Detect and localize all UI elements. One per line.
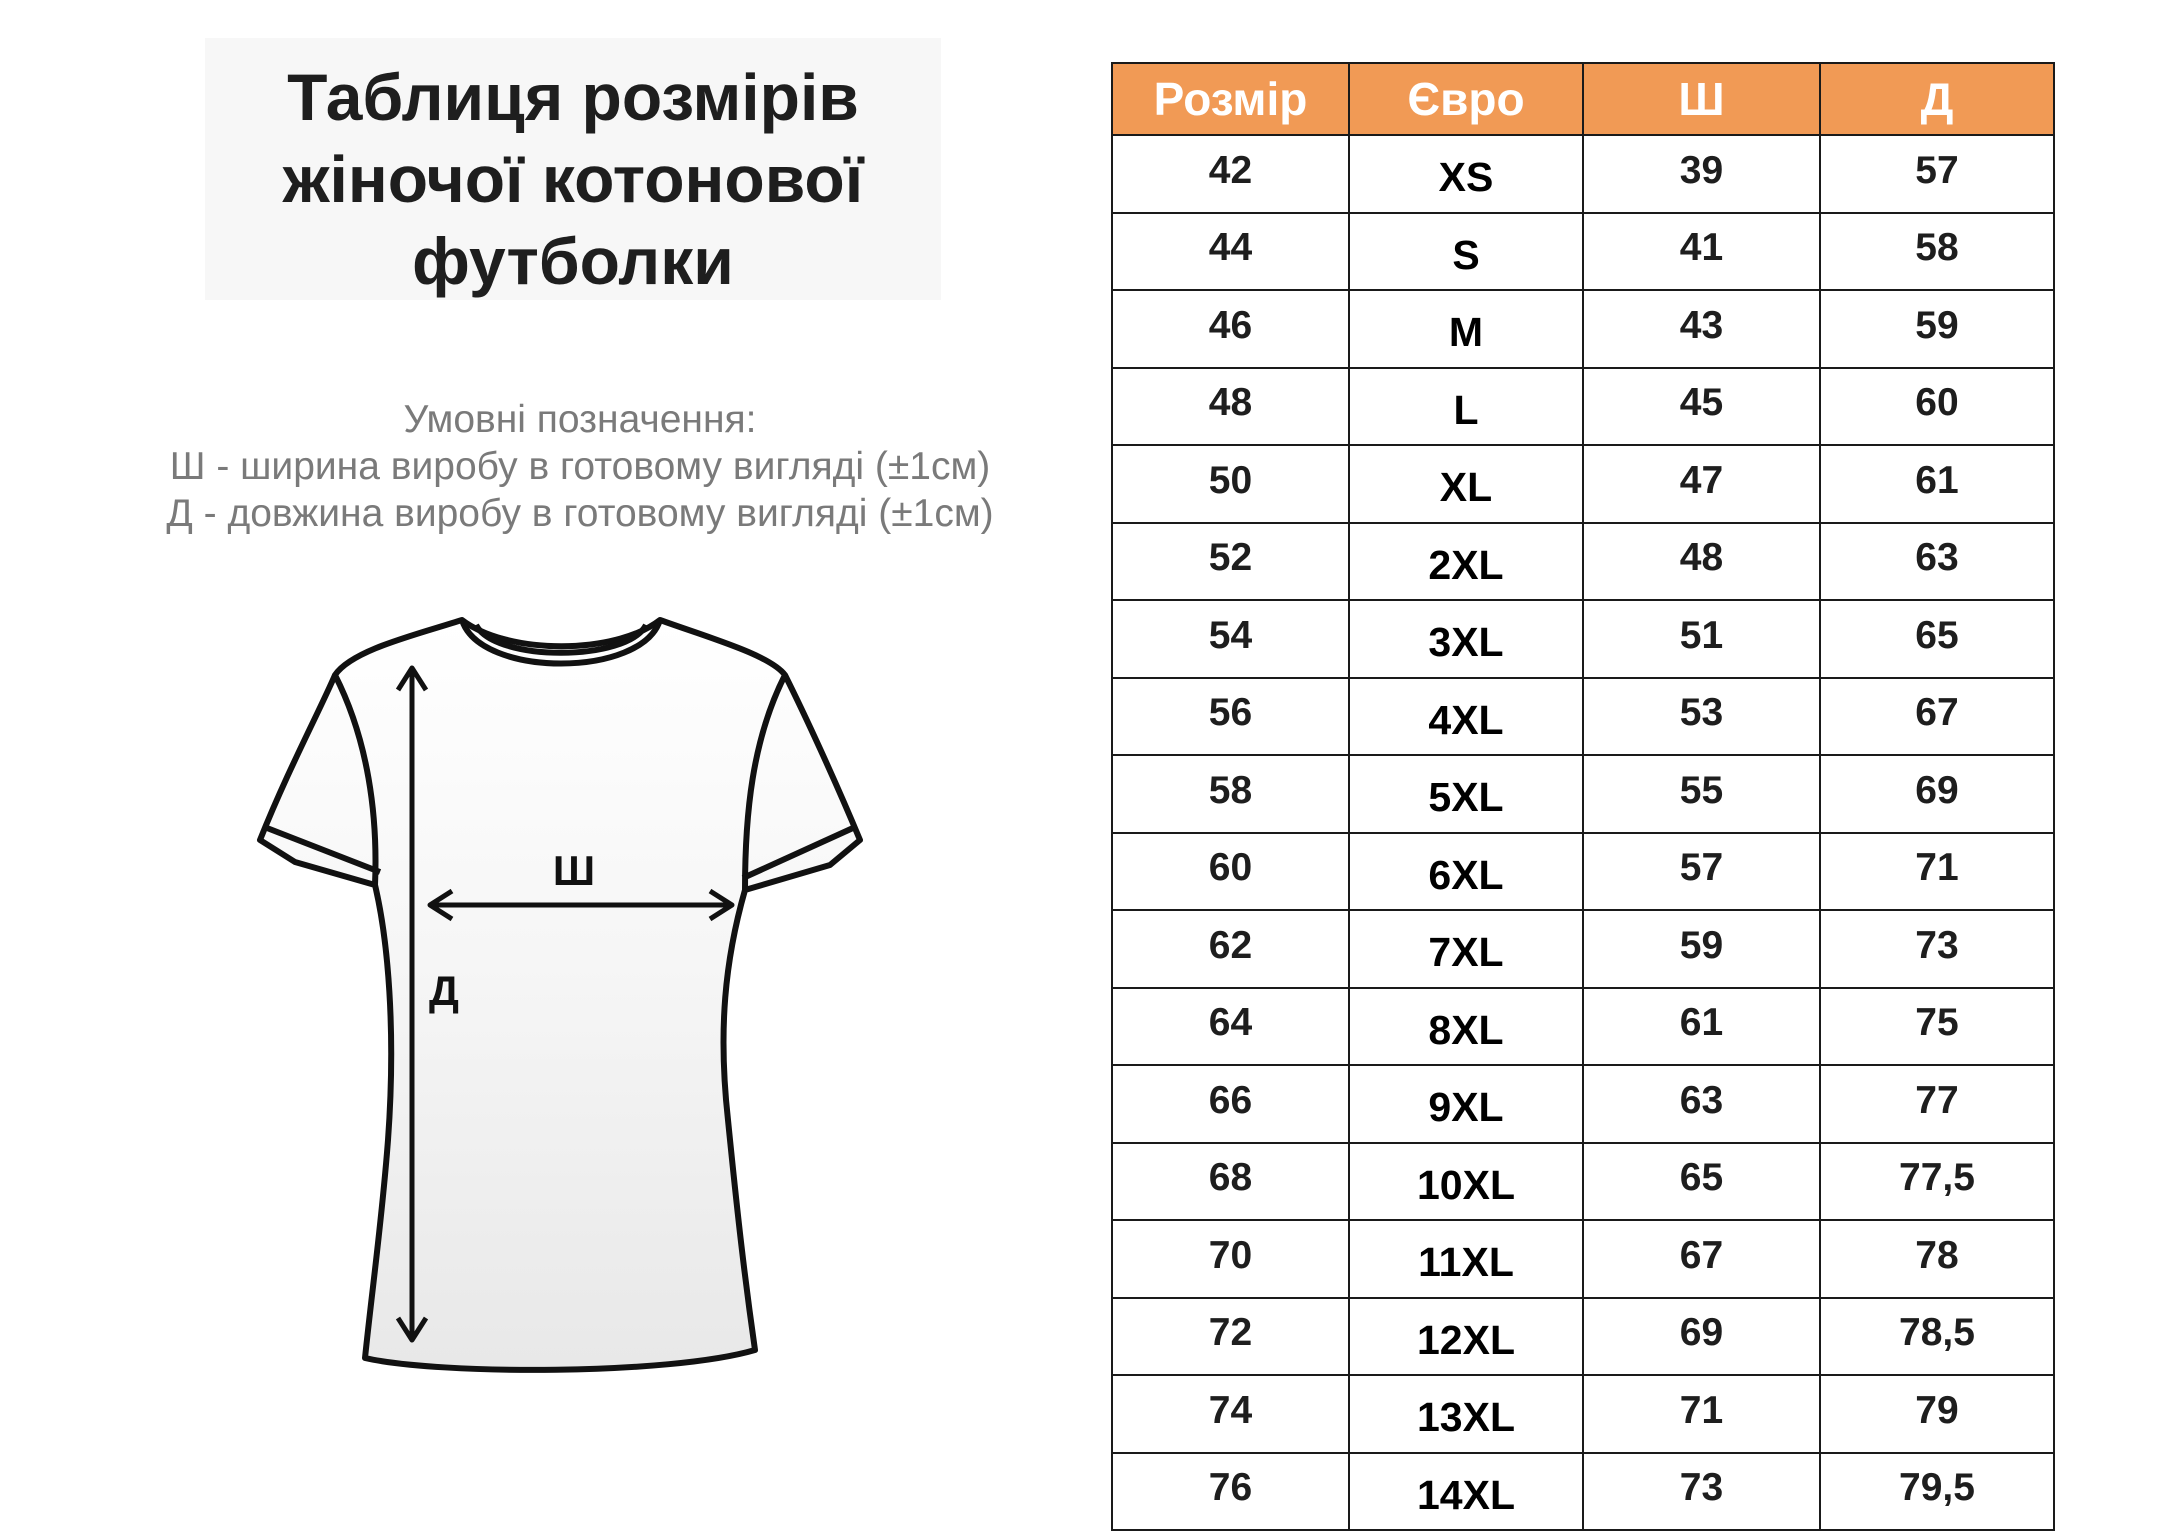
cell-size: 50 bbox=[1112, 445, 1349, 523]
cell-length: 65 bbox=[1820, 600, 2054, 678]
cell-length: 79 bbox=[1820, 1375, 2054, 1453]
title-line-2: жіночої котонової bbox=[282, 142, 864, 216]
cell-length: 63 bbox=[1820, 523, 2054, 601]
header-width: Ш bbox=[1583, 63, 1820, 135]
cell-length: 67 bbox=[1820, 678, 2054, 756]
cell-width: 71 bbox=[1583, 1375, 1820, 1453]
cell-width: 69 bbox=[1583, 1298, 1820, 1376]
cell-width: 61 bbox=[1583, 988, 1820, 1066]
cell-width: 41 bbox=[1583, 213, 1820, 291]
cell-size: 68 bbox=[1112, 1143, 1349, 1221]
width-label: Ш bbox=[552, 847, 596, 894]
cell-length: 58 bbox=[1820, 213, 2054, 291]
table-row bbox=[1112, 1298, 2054, 1376]
cell-width: 59 bbox=[1583, 910, 1820, 988]
cell-size: 44 bbox=[1112, 213, 1349, 291]
cell-euro: S bbox=[1349, 213, 1583, 291]
cell-width: 47 bbox=[1583, 445, 1820, 523]
cell-euro: 2XL bbox=[1349, 523, 1583, 601]
table-body bbox=[1112, 135, 2054, 1530]
title-line-1: Таблиця розмірів bbox=[287, 60, 859, 134]
cell-euro: 11XL bbox=[1349, 1220, 1583, 1298]
cell-width: 39 bbox=[1583, 135, 1820, 213]
table-row bbox=[1112, 1220, 2054, 1298]
legend-width-note: Ш - ширина виробу в готовому вигляді (±1см) bbox=[169, 445, 991, 488]
cell-size: 54 bbox=[1112, 600, 1349, 678]
cell-width: 53 bbox=[1583, 678, 1820, 756]
cell-length: 61 bbox=[1820, 445, 2054, 523]
table-row bbox=[1112, 290, 2054, 368]
cell-euro: XL bbox=[1349, 445, 1583, 523]
cell-size: 76 bbox=[1112, 1453, 1349, 1531]
cell-euro: M bbox=[1349, 290, 1583, 368]
header-length: Д bbox=[1820, 63, 2054, 135]
cell-euro: 9XL bbox=[1349, 1065, 1583, 1143]
cell-width: 55 bbox=[1583, 755, 1820, 833]
cell-size: 66 bbox=[1112, 1065, 1349, 1143]
size-table bbox=[1111, 62, 2055, 1531]
table-row bbox=[1112, 523, 2054, 601]
cell-length: 78,5 bbox=[1820, 1298, 2054, 1376]
table-row bbox=[1112, 833, 2054, 911]
cell-euro: 14XL bbox=[1349, 1453, 1583, 1531]
cell-length: 75 bbox=[1820, 988, 2054, 1066]
tshirt-diagram bbox=[240, 600, 880, 1380]
cell-euro: 3XL bbox=[1349, 600, 1583, 678]
cell-length: 77 bbox=[1820, 1065, 2054, 1143]
cell-length: 78 bbox=[1820, 1220, 2054, 1298]
cell-euro: 4XL bbox=[1349, 678, 1583, 756]
cell-euro: 6XL bbox=[1349, 833, 1583, 911]
cell-euro: L bbox=[1349, 368, 1583, 446]
cell-size: 46 bbox=[1112, 290, 1349, 368]
cell-width: 67 bbox=[1583, 1220, 1820, 1298]
length-label: Д bbox=[429, 967, 459, 1014]
table-row bbox=[1112, 1453, 2054, 1531]
cell-euro: 5XL bbox=[1349, 755, 1583, 833]
cell-euro: 10XL bbox=[1349, 1143, 1583, 1221]
cell-width: 51 bbox=[1583, 600, 1820, 678]
cell-length: 79,5 bbox=[1820, 1453, 2054, 1531]
table-row bbox=[1112, 988, 2054, 1066]
table-row bbox=[1112, 755, 2054, 833]
header-euro: Євро bbox=[1349, 63, 1583, 135]
cell-size: 62 bbox=[1112, 910, 1349, 988]
table-row bbox=[1112, 678, 2054, 756]
legend-heading: Умовні позначення: bbox=[403, 398, 757, 441]
cell-length: 77,5 bbox=[1820, 1143, 2054, 1221]
cell-length: 69 bbox=[1820, 755, 2054, 833]
cell-size: 56 bbox=[1112, 678, 1349, 756]
cell-length: 73 bbox=[1820, 910, 2054, 988]
cell-length: 60 bbox=[1820, 368, 2054, 446]
table-header-row bbox=[1112, 63, 2054, 135]
cell-euro: XS bbox=[1349, 135, 1583, 213]
cell-size: 52 bbox=[1112, 523, 1349, 601]
legend bbox=[80, 396, 1080, 537]
table-row bbox=[1112, 910, 2054, 988]
table-row bbox=[1112, 1065, 2054, 1143]
title-line-3: футболки bbox=[412, 224, 734, 298]
cell-width: 43 bbox=[1583, 290, 1820, 368]
table-row bbox=[1112, 445, 2054, 523]
header-size: Розмір bbox=[1112, 63, 1349, 135]
cell-width: 73 bbox=[1583, 1453, 1820, 1531]
cell-euro: 13XL bbox=[1349, 1375, 1583, 1453]
cell-size: 74 bbox=[1112, 1375, 1349, 1453]
table-row bbox=[1112, 135, 2054, 213]
cell-length: 71 bbox=[1820, 833, 2054, 911]
cell-size: 48 bbox=[1112, 368, 1349, 446]
cell-width: 57 bbox=[1583, 833, 1820, 911]
cell-size: 42 bbox=[1112, 135, 1349, 213]
table-row bbox=[1112, 368, 2054, 446]
cell-width: 63 bbox=[1583, 1065, 1820, 1143]
cell-size: 60 bbox=[1112, 833, 1349, 911]
legend-length-note: Д - довжина виробу в готовому вигляді (±1см) bbox=[166, 492, 994, 535]
cell-euro: 12XL bbox=[1349, 1298, 1583, 1376]
table-row bbox=[1112, 213, 2054, 291]
cell-width: 45 bbox=[1583, 368, 1820, 446]
tshirt-outline bbox=[260, 620, 860, 1370]
cell-euro: 7XL bbox=[1349, 910, 1583, 988]
page-title bbox=[205, 56, 941, 302]
table-row bbox=[1112, 600, 2054, 678]
cell-length: 59 bbox=[1820, 290, 2054, 368]
cell-size: 58 bbox=[1112, 755, 1349, 833]
table-row bbox=[1112, 1375, 2054, 1453]
cell-length: 57 bbox=[1820, 135, 2054, 213]
table-row bbox=[1112, 1143, 2054, 1221]
cell-size: 72 bbox=[1112, 1298, 1349, 1376]
cell-width: 48 bbox=[1583, 523, 1820, 601]
cell-size: 64 bbox=[1112, 988, 1349, 1066]
cell-size: 70 bbox=[1112, 1220, 1349, 1298]
cell-euro: 8XL bbox=[1349, 988, 1583, 1066]
cell-width: 65 bbox=[1583, 1143, 1820, 1221]
